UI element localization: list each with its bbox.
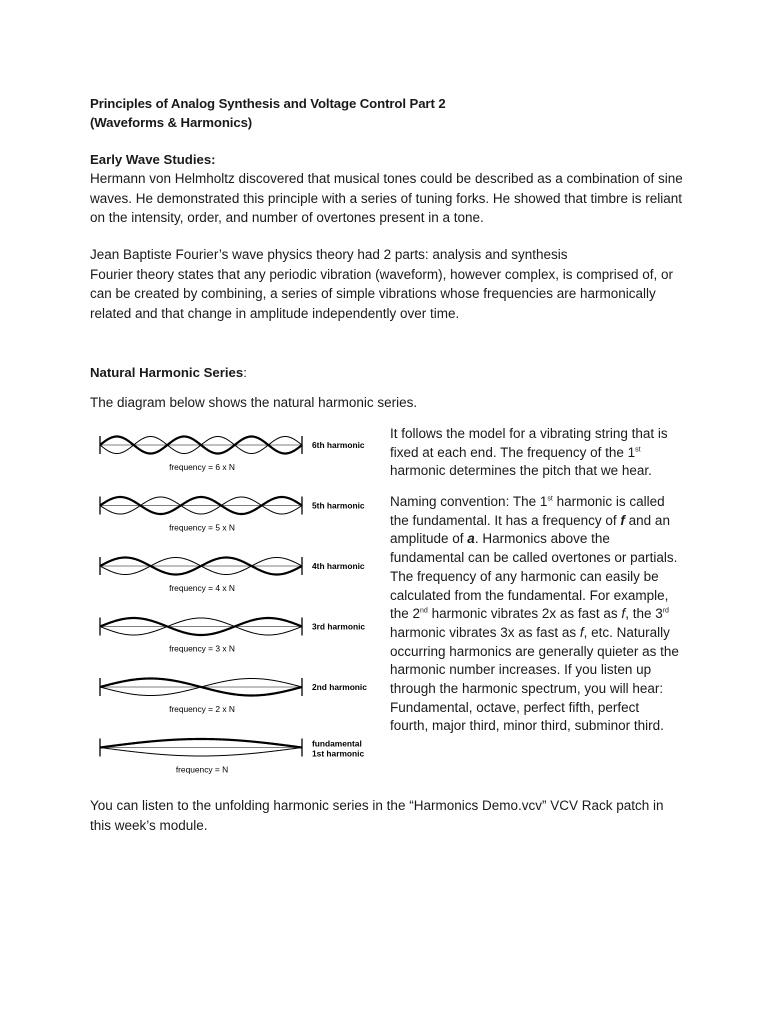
heading-colon: :: [243, 365, 247, 380]
harmonic-label: 6th harmonic: [312, 440, 365, 450]
rp1-sup: st: [635, 446, 641, 454]
rp2-a: a: [467, 531, 475, 547]
harmonic-label: fundamental: [312, 738, 362, 749]
rp2-t4: . Harmonics above the fundamental can be called overtones or partials. The frequency of any harmonic can easily be calculated from the fundamental. For example, the 2: [390, 531, 678, 622]
helmholtz-paragraph: Hermann von Helmholtz discovered that musical tones could be described as a combination of sine waves. He demonstrated this principle with a series of tuning forks. He showed that timbre is reliant on the intensity, order, and number of overtones present in a tone.: [90, 171, 683, 226]
wave-lower: [100, 748, 302, 757]
natural-harmonic-series-heading: [90, 363, 247, 382]
harmonic-label: 2nd harmonic: [312, 682, 367, 692]
rp2-s2: nd: [420, 607, 428, 615]
fourier-line-1: Jean Baptiste Fourier’s wave physics theory had 2 parts: analysis and synthesis: [90, 247, 568, 262]
vibrating-string-paragraph: [390, 425, 680, 481]
rp2-t5: harmonic vibrates 2x as fast as: [427, 606, 622, 622]
frequency-label: frequency = 4 x N: [169, 583, 235, 593]
rp2-t6: , the 3: [625, 606, 663, 622]
rp2-t7: harmonic vibrates 3x as fast as: [390, 624, 580, 640]
rp1-text-b: harmonic determines the pitch that we hear.: [390, 463, 652, 479]
rp2-f: f: [620, 512, 625, 528]
title-line-1: Principles of Analog Synthesis and Voltage Control Part 2: [90, 96, 446, 111]
document-title: [90, 94, 446, 132]
rp2-t1: Naming convention: The 1: [390, 494, 548, 509]
harmonic-row-2: [100, 678, 367, 714]
title-line-2: (Waveforms & Harmonics): [90, 115, 253, 130]
harmonic-row-4: [100, 557, 365, 593]
rp2-t2: harmonic is called the fundamental. It has a frequency of: [390, 494, 665, 528]
frequency-label: frequency = N: [175, 764, 229, 775]
footer-paragraph: You can listen to the unfolding harmonic series in the “Harmonics Demo.vcv” VCV Rack patch in this week’s module.: [90, 798, 664, 833]
rp2-s3: rd: [662, 607, 669, 615]
diagram-intro: The diagram below shows the natural harmonic series.: [90, 395, 418, 410]
frequency-label: frequency = 2 x N: [169, 704, 235, 714]
harmonic-series-diagram: [90, 424, 380, 780]
harmonic-label: 5th harmonic: [312, 500, 365, 511]
heading-text: Natural Harmonic Series: [90, 365, 244, 380]
rp2-f2: f: [621, 606, 626, 622]
rp2-t3: and an amplitude of: [390, 512, 670, 547]
rp2-t8: , etc. Naturally occurring harmonics are generally quieter as the harmonic number increases. If you listen up through the harmonic spectrum, you will hear: Fundamental, octave, perfect fifth, perfect fourth, major third, minor third, subminor third.: [390, 624, 679, 734]
harmonic-label: 3rd harmonic: [312, 621, 366, 632]
rp1-text-a: It follows the model for a vibrating string that is fixed at each end. The frequency of the 1: [390, 426, 668, 460]
harmonic-row-1: [100, 739, 364, 775]
fourier-line-rest: Fourier theory states that any periodic vibration (waveform), however complex, is comprised of, or can be created by combining, a series of simple vibrations whose frequencies are harmonically related and that change in amplitude independently over time.: [90, 266, 673, 321]
harmonic-label-2: 1st harmonic: [312, 748, 365, 759]
naming-convention-paragraph: [390, 493, 680, 736]
rp2-s1: st: [547, 495, 553, 503]
frequency-label: frequency = 3 x N: [169, 643, 235, 654]
harmonic-label: 4th harmonic: [312, 561, 365, 571]
frequency-label: frequency = 5 x N: [169, 522, 235, 533]
harmonic-row-5: [100, 497, 365, 533]
harmonic-row-6: [100, 436, 365, 472]
early-wave-studies-heading: Early Wave Studies:: [90, 152, 216, 167]
harmonic-row-3: [100, 618, 365, 654]
fourier-paragraph: [90, 245, 690, 323]
wave-upper: [100, 739, 302, 748]
frequency-label: frequency = 6 x N: [169, 462, 235, 472]
rp2-f3: f: [579, 624, 584, 640]
